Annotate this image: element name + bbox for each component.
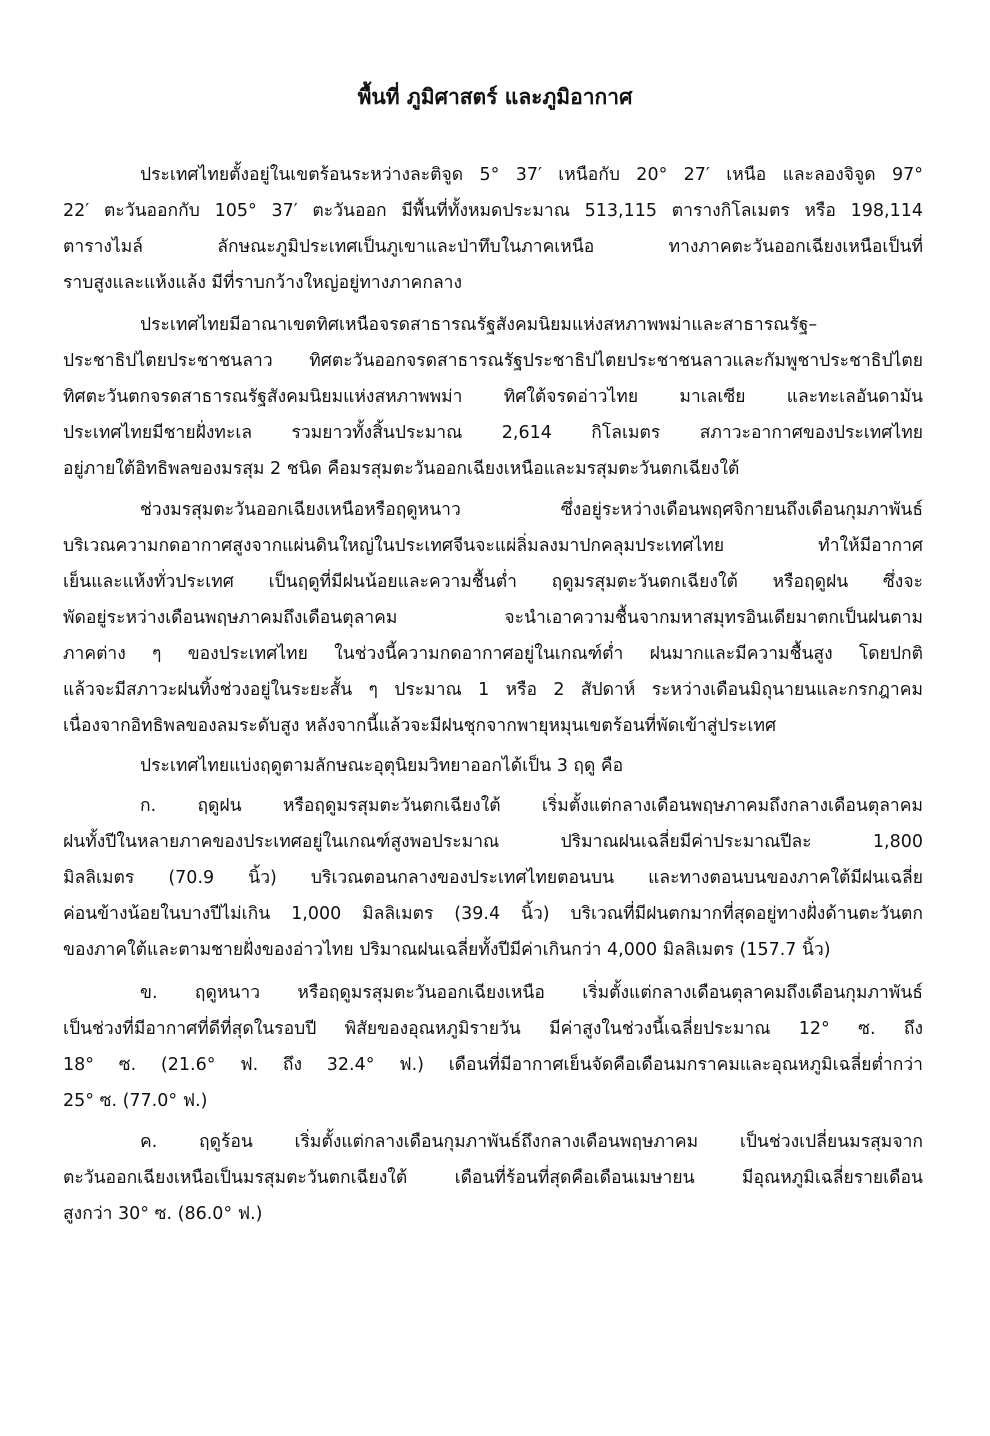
text-line: เย็นและแห้งทั่วประเทศ เป็นฤดูที่มีฝนน้อยและความชื้นต่ำ ฤดูมรสุมตะวันตกเฉียงใต้ หรือฤดูฝน ซึ่งจะ <box>63 572 923 592</box>
text-line: มิลลิเมตร (70.9 นิ้ว) บริเวณตอนกลางของประเทศไทยตอนบน และทางตอนบนของภาคใต้มีฝนเฉลี่ย <box>63 868 923 888</box>
text-line: ทิศตะวันตกจรดสาธารณรัฐสังคมนิยมแห่งสหภาพพม่า ทิศใต้จรดอ่าวไทย มาเลเซีย และทะเลอันดามัน <box>63 387 923 407</box>
text-line: ตะวันออกเฉียงเหนือเป็นมรสุมตะวันตกเฉียงใต้ เดือนที่ร้อนที่สุดคือเดือนเมษายน มีอุณหภูมิเฉลี่ยรายเดือน <box>63 1168 923 1188</box>
text-line: ค. ฤดูร้อน เริ่มตั้งแต่กลางเดือนกุมภาพันธ์ถึงกลางเดือนพฤษภาคม เป็นช่วงเปลี่ยนมรสุมจาก <box>140 1132 923 1152</box>
text-line: ภาคต่าง ๆ ของประเทศไทย ในช่วงนี้ความกดอากาศอยู่ในเกณฑ์ต่ำ ฝนมากและมีความชื้นสูง โดยปกติ <box>63 644 923 664</box>
text-line: บริเวณความกดอากาศสูงจากแผ่นดินใหญ่ในประเทศจีนจะแผ่ลิ่มลงมาปกคลุมประเทศไทย ทำให้มีอากาศ <box>63 536 923 556</box>
text-line: ประเทศไทยตั้งอยู่ในเขตร้อนระหว่างละติจูด 5° 37′ เหนือกับ 20° 27′ เหนือ และลองจิจูด 97° <box>140 165 923 185</box>
text-line: ประชาธิปไตยประชาชนลาว ทิศตะวันออกจรดสาธารณรัฐประชาธิปไตยประชาชนลาวและกัมพูชาประชาธิปไตย <box>63 351 923 371</box>
text-line: ประเทศไทยมีชายฝั่งทะเล รวมยาวทั้งสิ้นประมาณ 2,614 กิโลเมตร สภาวะอากาศของประเทศไทย <box>63 423 923 443</box>
text-line: ประเทศไทยแบ่งฤดูตามลักษณะอุตุนิยมวิทยาออกได้เป็น 3 ฤดู คือ <box>140 756 624 776</box>
text-line: ค่อนข้างน้อยในบางปีไม่เกิน 1,000 มิลลิเมตร (39.4 นิ้ว) บริเวณที่มีฝนตกมากที่สุดอยู่ทางฝั่งด้านตะวันตก <box>63 904 923 924</box>
text-line: แล้วจะมีสภาวะฝนทิ้งช่วงอยู่ในระยะสั้น ๆ ประมาณ 1 หรือ 2 สัปดาห์ ระหว่างเดือนมิถุนายนและกรกฎาคม <box>63 680 923 700</box>
text-line: ประเทศไทยมีอาณาเขตทิศเหนือจรดสาธารณรัฐสังคมนิยมแห่งสหภาพพม่าและสาธารณรัฐ– <box>140 315 818 335</box>
text-line: ของภาคใต้และตามชายฝั่งของอ่าวไทย ปริมาณฝนเฉลี่ยทั้งปีมีค่าเกินกว่า 4,000 มิลลิเมตร (157.7 นิ้ว) <box>63 940 831 960</box>
text-line: ข. ฤดูหนาว หรือฤดูมรสุมตะวันออกเฉียงเหนือ เริ่มตั้งแต่กลางเดือนตุลาคมถึงเดือนกุมภาพันธ์ <box>140 983 923 1003</box>
text-line: ฝนทั้งปีในหลายภาคของประเทศอยู่ในเกณฑ์สูงพอประมาณ ปริมาณฝนเฉลี่ยมีค่าประมาณปีละ 1,800 <box>63 832 923 852</box>
text-line: ก. ฤดูฝน หรือฤดูมรสุมตะวันตกเฉียงใต้ เริ่มตั้งแต่กลางเดือนพฤษภาคมถึงกลางเดือนตุลาคม <box>140 796 923 816</box>
text-line: ราบสูงและแห้งแล้ง มีที่ราบกว้างใหญ่อยู่ทางภาคกลาง <box>63 273 463 293</box>
text-line: เป็นช่วงที่มีอากาศที่ดีที่สุดในรอบปี พิสัยของอุณหภูมิรายวัน มีค่าสูงในช่วงนี้เฉลี่ยประมาณ 12° ซ. ถึง <box>63 1019 923 1039</box>
text-line: เนื่องจากอิทธิพลของลมระดับสูง หลังจากนี้แล้วจะมีฝนชุกจากพายุหมุนเขตร้อนที่พัดเข้าสู่ประเทศ <box>63 716 777 736</box>
text-line: อยู่ภายใต้อิทธิพลของมรสุม 2 ชนิด คือมรสุมตะวันออกเฉียงเหนือและมรสุมตะวันตกเฉียงใต้ <box>63 459 740 479</box>
text-line: 18° ซ. (21.6° ฟ. ถึง 32.4° ฟ.) เดือนที่มีอากาศเย็นจัดคือเดือนมกราคมและอุณหภูมิเฉลี่ยต่ำกว่า <box>63 1055 923 1075</box>
text-line: พัดอยู่ระหว่างเดือนพฤษภาคมถึงเดือนตุลาคม จะนำเอาความชื้นจากมหาสมุทรอินเดียมาตกเป็นฝนตาม <box>63 608 923 628</box>
page-title: พื้นที่ ภูมิศาสตร์ และภูมิอากาศ <box>357 85 633 109</box>
text-line: 25° ซ. (77.0° ฟ.) <box>63 1091 208 1111</box>
text-line: 22′ ตะวันออกกับ 105° 37′ ตะวันออก มีพื้นที่ทั้งหมดประมาณ 513,115 ตารางกิโลเมตร หรือ 198,114 <box>63 201 923 221</box>
text-line: ตารางไมล์ ลักษณะภูมิประเทศเป็นภูเขาและป่าทึบในภาคเหนือ ทางภาคตะวันออกเฉียงเหนือเป็นที่ <box>63 237 923 257</box>
text-line: ช่วงมรสุมตะวันออกเฉียงเหนือหรือฤดูหนาว ซึ่งอยู่ระหว่างเดือนพฤศจิกายนถึงเดือนกุมภาพันธ์ <box>140 500 923 520</box>
text-line: สูงกว่า 30° ซ. (86.0° ฟ.) <box>63 1204 263 1224</box>
